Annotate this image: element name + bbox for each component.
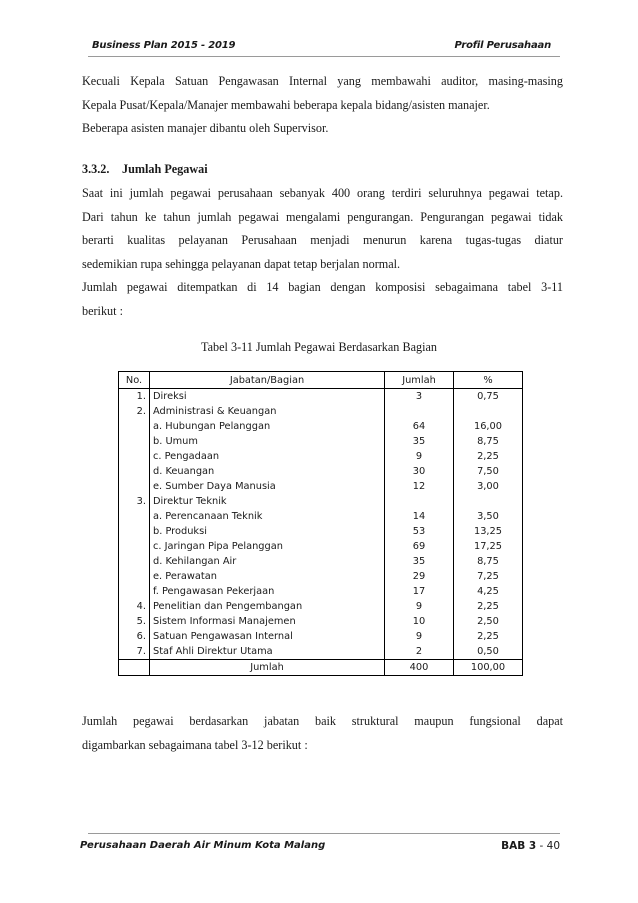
cell-no: 1.: [119, 389, 150, 405]
cell-jabatan: Staf Ahli Direktur Utama: [150, 644, 385, 660]
cell-jabatan: a. Hubungan Pelanggan: [150, 419, 385, 434]
footer-page-number: [501, 840, 560, 852]
table-row: [119, 629, 523, 644]
section-title: Jumlah Pegawai: [122, 162, 208, 176]
table-caption: Tabel 3-11 Jumlah Pegawai Berdasarkan Bagian: [201, 340, 437, 354]
column-header-jabatan: Jabatan/Bagian: [150, 372, 385, 389]
cell-jumlah: 10: [385, 614, 454, 629]
text-line: Jumlah pegawai berdasarkan jabatan baik struktural maupun fungsional dapat: [82, 714, 563, 728]
cell-percent: 4,25: [454, 584, 523, 599]
text-line: Dari tahun ke tahun jumlah pegawai mengalami pengurangan. Pengurangan pegawai tidak: [82, 209, 563, 224]
cell-percent: 8,75: [454, 554, 523, 569]
cell-percent: 0,75: [454, 389, 523, 405]
footer-company: Perusahaan Daerah Air Minum Kota Malang: [80, 840, 326, 851]
table-row: [119, 569, 523, 584]
cell-jumlah: 9: [385, 599, 454, 614]
text-line: berarti kualitas pelayanan Perusahaan menjadi menurun karena tugas-tugas diatur: [82, 233, 563, 247]
paragraph-closing: [82, 710, 563, 757]
paragraph-structure: [82, 70, 563, 141]
cell-jabatan: Direksi: [150, 389, 385, 405]
text-line: sedemikian rupa sehingga pelayanan dapat tetap berjalan normal.: [82, 256, 401, 271]
text-line: Kepala Pusat/Kepala/Manajer membawahi beberapa kepala bidang/asisten manajer.: [82, 97, 490, 112]
cell-jabatan: c. Pengadaan: [150, 449, 385, 464]
cell-percent: [454, 404, 523, 419]
cell-jumlah: 17: [385, 584, 454, 599]
cell-jabatan: Sistem Informasi Manajemen: [150, 614, 385, 629]
cell-jabatan: b. Umum: [150, 434, 385, 449]
cell-no: 5.: [119, 614, 150, 629]
employee-table: [118, 371, 523, 676]
cell-no: [119, 479, 150, 494]
cell-no: [119, 524, 150, 539]
footer-page: - 40: [536, 840, 560, 852]
cell-percent: 2,50: [454, 614, 523, 629]
table-row: [119, 434, 523, 449]
cell-jabatan: f. Pengawasan Pekerjaan: [150, 584, 385, 599]
cell-no: [119, 434, 150, 449]
cell-jabatan: Satuan Pengawasan Internal: [150, 629, 385, 644]
cell-jumlah: 64: [385, 419, 454, 434]
cell-jabatan: Administrasi & Keuangan: [150, 404, 385, 419]
cell-percent: 16,00: [454, 419, 523, 434]
column-header-jumlah: Jumlah: [385, 372, 454, 389]
cell-no: [119, 464, 150, 479]
cell-jumlah: 30: [385, 464, 454, 479]
cell-no: [119, 509, 150, 524]
cell-jumlah: 35: [385, 434, 454, 449]
cell-no: 7.: [119, 644, 150, 660]
cell-jabatan: a. Perencanaan Teknik: [150, 509, 385, 524]
cell-percent: 3,50: [454, 509, 523, 524]
header-left-title: Business Plan 2015 - 2019: [92, 40, 236, 51]
cell-jabatan: d. Keuangan: [150, 464, 385, 479]
text-line: digambarkan sebagaimana tabel 3-12 berikut :: [82, 737, 308, 752]
cell-jumlah: 35: [385, 554, 454, 569]
cell-no: 4.: [119, 599, 150, 614]
cell-percent: 2,25: [454, 629, 523, 644]
text-line: berikut :: [82, 303, 123, 318]
cell-percent: 17,25: [454, 539, 523, 554]
cell-jabatan: d. Kehilangan Air: [150, 554, 385, 569]
table-row: [119, 644, 523, 660]
cell-percent: 13,25: [454, 524, 523, 539]
cell-jumlah: 69: [385, 539, 454, 554]
cell-jabatan: Penelitian dan Pengembangan: [150, 599, 385, 614]
header-right-title: Profil Perusahaan: [454, 40, 551, 51]
table-row: [119, 449, 523, 464]
cell-jumlah: 2: [385, 644, 454, 660]
column-header-percent: %: [454, 372, 523, 389]
cell-jabatan: Direktur Teknik: [150, 494, 385, 509]
cell-no: 3.: [119, 494, 150, 509]
cell-percent: 7,25: [454, 569, 523, 584]
table-row: [119, 554, 523, 569]
text-line: Jumlah pegawai ditempatkan di 14 bagian dengan komposisi sebagaimana tabel 3-11: [82, 280, 563, 294]
table-header-row: [119, 372, 523, 389]
cell-no: 2.: [119, 404, 150, 419]
cell-no: [119, 419, 150, 434]
cell-jumlah: [385, 404, 454, 419]
table-row: [119, 464, 523, 479]
text-line: Kecuali Kepala Satuan Pengawasan Internal yang membawahi auditor, masing-masing: [82, 74, 563, 88]
cell-percent: 2,25: [454, 599, 523, 614]
table-total-row: [119, 660, 523, 676]
cell-percent: [454, 494, 523, 509]
cell-total-jumlah: 400: [385, 660, 454, 676]
footer-divider: [88, 833, 560, 834]
table-row: [119, 584, 523, 599]
cell-percent: 7,50: [454, 464, 523, 479]
table-row: [119, 614, 523, 629]
cell-no: [119, 449, 150, 464]
table-row: [119, 509, 523, 524]
cell-jabatan: e. Perawatan: [150, 569, 385, 584]
cell-total-label: Jumlah: [150, 660, 385, 676]
cell-jumlah: 9: [385, 629, 454, 644]
cell-jumlah: 14: [385, 509, 454, 524]
cell-percent: 8,75: [454, 434, 523, 449]
cell-no: [119, 539, 150, 554]
table-row: [119, 389, 523, 405]
cell-no: [119, 584, 150, 599]
table-row: [119, 524, 523, 539]
cell-jumlah: 53: [385, 524, 454, 539]
text-line: Beberapa asisten manajer dibantu oleh Supervisor.: [82, 121, 329, 135]
table-row: [119, 599, 523, 614]
cell-jabatan: c. Jaringan Pipa Pelanggan: [150, 539, 385, 554]
cell-jumlah: 3: [385, 389, 454, 405]
footer-chapter: BAB 3: [501, 840, 537, 852]
cell-jumlah: 29: [385, 569, 454, 584]
cell-jumlah: 12: [385, 479, 454, 494]
cell-jabatan: b. Produksi: [150, 524, 385, 539]
table-row: [119, 539, 523, 554]
section-heading: [82, 158, 563, 182]
column-header-no: No.: [119, 372, 150, 389]
cell-no: [119, 554, 150, 569]
table-row: [119, 494, 523, 509]
cell-no: [119, 569, 150, 584]
text-line: Saat ini jumlah pegawai perusahaan sebanyak 400 orang terdiri seluruhnya pegawai tetap.: [82, 186, 563, 200]
cell-jumlah: [385, 494, 454, 509]
cell-no: [119, 660, 150, 676]
table-row: [119, 479, 523, 494]
cell-jumlah: 9: [385, 449, 454, 464]
cell-percent: 2,25: [454, 449, 523, 464]
table-row: [119, 404, 523, 419]
cell-percent: 3,00: [454, 479, 523, 494]
section-number: 3.3.2.: [82, 162, 110, 176]
paragraph-employees: [82, 182, 563, 323]
cell-total-percent: 100,00: [454, 660, 523, 676]
cell-percent: 0,50: [454, 644, 523, 660]
table-row: [119, 419, 523, 434]
cell-jabatan: e. Sumber Daya Manusia: [150, 479, 385, 494]
cell-no: 6.: [119, 629, 150, 644]
header-divider: [88, 56, 560, 57]
